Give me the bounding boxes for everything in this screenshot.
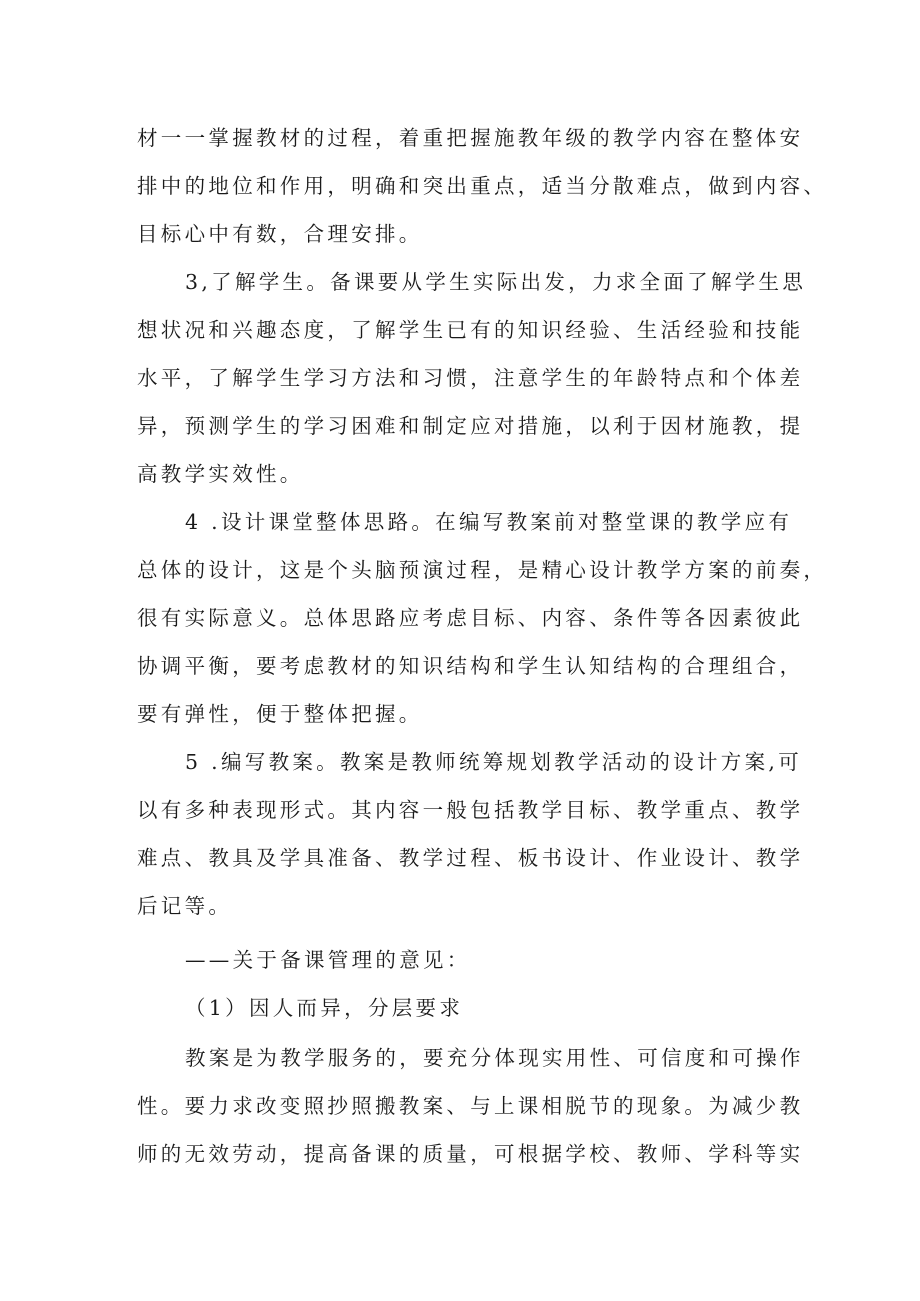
text-line: 水平，了解学生学习方法和习惯，注意学生的年龄特点和个体差 xyxy=(137,366,804,390)
text-line: 要有弹性，便于整体把握。 xyxy=(137,702,423,726)
text-line: 协调平衡，要考虑教材的知识结构和学生认知结构的合理组合， xyxy=(137,654,804,678)
text-line: 师的无效劳动，提高备课的质量，可根据学校、教师、学科等实 xyxy=(137,1142,804,1166)
text-line: 想状况和兴趣态度，了解学生已有的知识经验、生活经验和技能 xyxy=(137,318,804,342)
section-heading: ——关于备课管理的意见： xyxy=(185,948,471,972)
text-line: 教案是为教学服务的，要充分体现实用性、可信度和可操作 xyxy=(185,1046,804,1070)
text-line: 总体的设计，这是个头脑预演过程，是精心设计教学方案的前奏， xyxy=(137,558,828,582)
text-line: 排中的地位和作用，明确和突出重点，适当分散难点，做到内容、 xyxy=(137,174,828,198)
text-line: 高教学实效性。 xyxy=(137,462,304,486)
text-line: 目标心中有数，合理安排。 xyxy=(137,222,423,246)
subsection-heading: （1）因人而异，分层要求 xyxy=(185,996,464,1020)
text-line: 后记等。 xyxy=(137,894,233,918)
text-line: 以有多种表现形式。其内容一般包括教学目标、教学重点、教学 xyxy=(137,798,804,822)
text-line: 很有实际意义。总体思路应考虑目标、内容、条件等各因素彼此 xyxy=(137,606,804,630)
text-line: 3,了解学生。备课要从学生实际出发，力求全面了解学生思 xyxy=(185,270,807,294)
text-line: 材一一掌握教材的过程，着重把握施教年级的教学内容在整体安 xyxy=(137,126,804,150)
text-line: 5 .编写教案。教案是教师统筹规划教学活动的设计方案,可 xyxy=(185,750,802,774)
text-line: 异，预测学生的学习困难和制定应对措施，以利于因材施教，提 xyxy=(137,414,804,438)
text-line: 4 .设计课堂整体思路。在编写教案前对整堂课的教学应有 xyxy=(185,510,793,534)
text-line: 难点、教具及学具准备、教学过程、板书设计、作业设计、教学 xyxy=(137,846,804,870)
text-line: 性。要力求改变照抄照搬教案、与上课相脱节的现象。为减少教 xyxy=(137,1094,804,1118)
